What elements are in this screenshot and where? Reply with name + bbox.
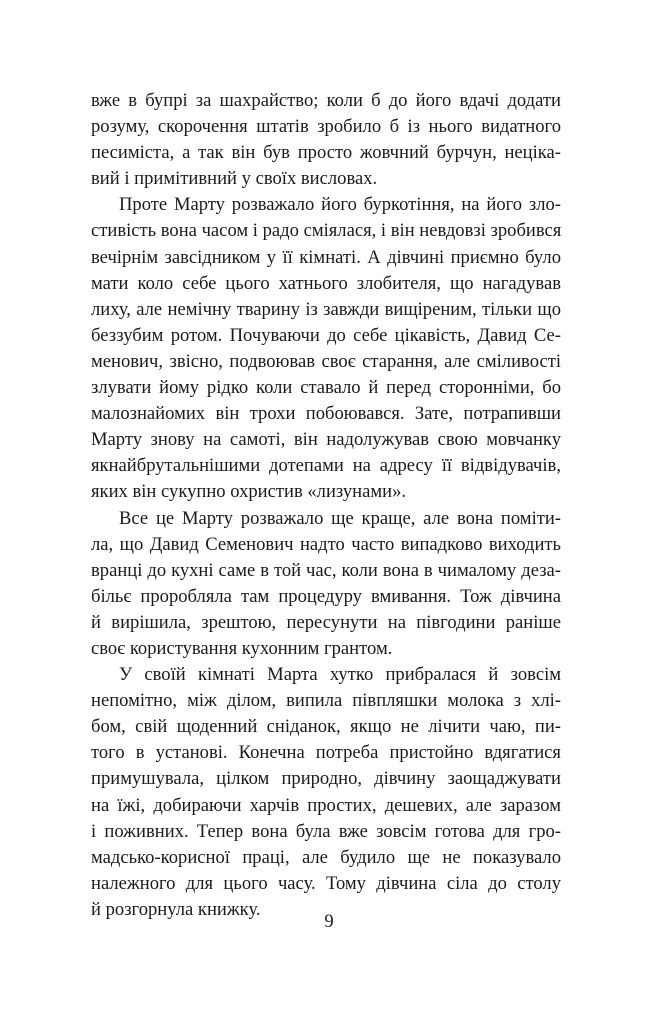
text-line: вий і примітивний у своїх висловах. [91,168,378,190]
text-line: й розгорнула книжку. [91,898,261,920]
page-number: 9 [324,911,334,932]
text-line: вранці до кухні саме в той час, коли вона в чималому деза- [91,559,561,581]
text-line: непомітно, між ділом, випила півпляшки молока з хлі- [91,690,561,712]
text-line: менович, звісно, подвоював своє старання, але сміливості [91,350,561,372]
text-line: стивість вона часом і радо сміялася, і він невдовзі зробився [91,220,562,242]
text-line: Марту знову на самоті, він надолужував свою мовчанку [91,429,561,451]
text-line: і поживних. Тепер вона була вже зовсім готова для гро- [91,820,561,842]
text-line: більє проробляла там процедуру вмивання. Тож дівчина [91,585,561,607]
text-line: мадсько-корисної праці, але будило ще не показувало [91,846,561,868]
text-line: мати коло себе цього хатнього злобителя, що нагадував [91,272,561,294]
text-line: своє користування кухонним грантом. [91,637,393,659]
body-text [91,88,561,923]
text-line: беззубим ротом. Почуваючи до себе цікавість, Давид Се- [91,324,561,346]
text-line: малознайомих він трохи побоювався. Зате, потрапивши [91,403,561,425]
text-line: Все це Марту розважало ще краще, але вона поміти- [119,507,561,529]
text-line: й вирішила, зрештою, пересунути на півгодини раніше [91,611,561,633]
text-line: бом, свій щоденний сніданок, якщо не лічити чаю, пи- [91,716,561,738]
text-line: лиху, але немічну тварину із завжди вищіреним, тільки що [91,298,561,320]
text-line: на їжі, добираючи харчів простих, дешевих, але заразом [91,794,561,816]
text-line: належного для цього часу. Тому дівчина сіла до столу [91,872,561,894]
text-line: Проте Марту розважало його буркотіння, на його зло- [119,194,561,216]
text-line: того в установі. Конечна потреба пристойно вдягатися [91,742,561,764]
text-line: У своїй кімнаті Марта хутко прибралася й зовсім [119,664,561,686]
text-line: ла, що Давид Семенович надто часто випадково виходить [91,533,561,555]
text-line: вечірнім завсідником у її кімнаті. А дівчині приємно було [91,246,561,268]
text-line: яких він сукупно охристив «лизунами». [91,481,407,503]
text-line: злувати йому рідко коли ставало й перед сторонніми, бо [91,377,561,399]
text-line: песиміста, а так він був просто жовчний бурчун, неціка- [91,142,561,164]
text-line: якнайбрутальнішими дотепами на адресу її відвідувачів, [91,455,561,477]
text-line: розуму, скорочення штатів зробило б із нього видатного [91,116,561,138]
text-line: вже в бупрі за шахрайство; коли б до його вдачі додати [91,90,561,111]
text-line: примушувала, цілком природно, дівчину заощаджувати [91,768,561,790]
